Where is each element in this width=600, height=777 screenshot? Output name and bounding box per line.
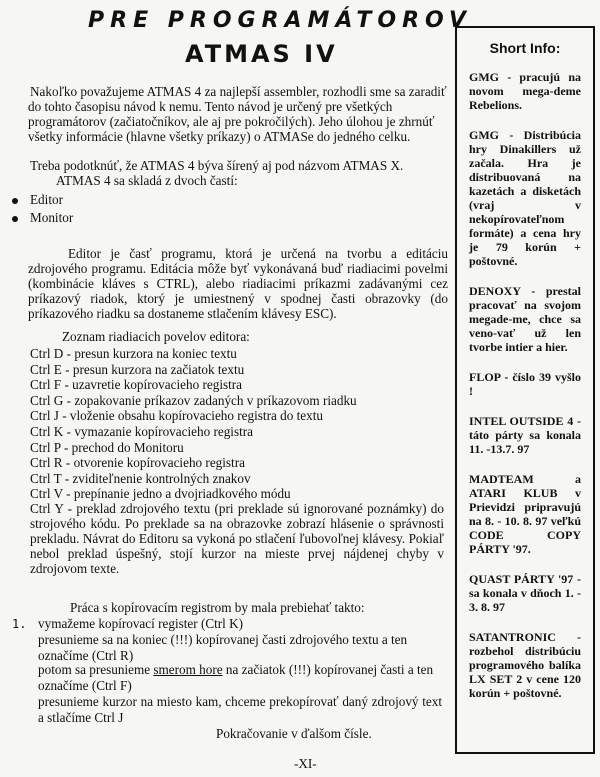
step-text: presunieme kurzor na miesto kam, chceme prekopírovať daný zdrojový text a stlačíme Ctrl J: [38, 694, 442, 725]
command-item: Ctrl G - zopakovanie príkazov zadaných v príkazovom riadku: [30, 392, 357, 408]
step-text: na začiatok (!!!) kopírovanej časti a ten označíme (Ctrl F): [38, 662, 434, 693]
sidebar-news-item: DENOXY - prestal pracovať na svojom megade-me, chce sa veno-vať už len tvorbe intier a hier.: [469, 284, 581, 354]
command-item: Ctrl P - prechod do Monitoru: [30, 439, 184, 455]
step-text: presunieme sa na koniec (!!!) kopírovanej časti zdrojového textu a ten označíme (Ctrl R): [38, 632, 408, 663]
sidebar-news-item: GMG - pracujú na novom mega-deme Rebelions.: [469, 70, 581, 112]
step-3: [12, 662, 442, 693]
step-underlined: smerom hore: [153, 662, 223, 677]
step-1: [12, 616, 442, 632]
page-title: PRE PROGRAMÁTOROV: [88, 8, 472, 33]
step-number: [12, 695, 38, 710]
command-item: Ctrl R - otvorenie kopírovacieho registra: [30, 455, 245, 471]
step-text: potom sa presunieme: [38, 662, 154, 677]
intro-parts: ATMAS 4 sa skladá z dvoch častí:: [56, 173, 238, 188]
bullet-icon: [12, 198, 18, 204]
step-2: [12, 632, 442, 663]
command-item: Ctrl T - zviditeľnenie kontrolných znakov: [30, 470, 251, 486]
copy-register-intro: Práca s kopírovacím registrom by mala prebiehať takto:: [70, 600, 365, 615]
command-item: Ctrl E - presun kurzora na začiatok textu: [30, 361, 245, 377]
sidebar-news-item: GMG - Distribúcia hry Dinakillers už začala. Hra je distribuovaná na kazetách a disketách (vraj v nekopírovateľnom formáte) a cena hry je 79 korún + poštovné.: [469, 128, 581, 268]
command-item: Ctrl F - uzavretie kopírovacieho registra: [30, 377, 243, 393]
sidebar-heading: Short Info:: [489, 40, 561, 56]
command-item: Ctrl K - vymazanie kopírovacieho registra: [30, 424, 254, 439]
sidebar-news-item: QUAST PÁRTY '97 - sa konala v dňoch 1. - 3. 8. 97: [469, 572, 581, 614]
bullet-label: Monitor: [30, 210, 74, 225]
page-number: -XI-: [294, 756, 317, 771]
step-number: [12, 633, 38, 648]
intro-note: Treba podotknúť, že ATMAS 4 býva šírený aj pod názvom ATMAS X.: [30, 158, 404, 173]
command-item: Ctrl D - presun kurzora na koniec textu: [30, 346, 237, 361]
bullet-editor: [12, 192, 63, 207]
bullet-monitor: [12, 210, 73, 225]
command-list-title: Zoznam riadiacich povelov editora:: [62, 329, 250, 344]
step-4: [12, 694, 442, 725]
sidebar-news-item: FLOP - číslo 39 vyšlo !: [469, 370, 581, 398]
command-item: Ctrl V - prepínanie jedno a dvojriadkového módu: [30, 486, 291, 502]
editor-paragraph: Editor je časť programu, ktorá je určená na tvorbu a editáciu zdrojového programu. Editácia môže byť vykonávaná buď riadiacimi povelmi (kombinácie kláves s CTRL), alebo riadiacimi príkazmi zadávanými cez príkazový riadok, ktorý je umiestnený v spodnej časti obrazovky (do príkazového riadku sa dostaneme stlačením klávesy ESC).: [28, 246, 448, 321]
sidebar-news-item: INTEL OUTSIDE 4 - táto párty sa konala 11. -13.7. 97: [469, 414, 581, 456]
short-info-sidebar: [455, 26, 595, 754]
bullet-icon: [12, 216, 18, 222]
continued-note: Pokračovanie v ďalšom čísle.: [216, 726, 372, 741]
sidebar-news-item: MADTEAM a ATARI KLUB v Prievidzi pripravujú na 8. - 10. 8. 97 veľkú CODE COPY PÁRTY '97.: [469, 472, 581, 556]
sidebar-items: [457, 70, 593, 700]
bullet-label: Editor: [30, 192, 63, 207]
article-title: ATMAS IV: [185, 40, 338, 68]
command-item: Ctrl J - vloženie obsahu kopírovacieho registra do textu: [30, 408, 323, 424]
step-number: [12, 663, 38, 678]
step-text: vymažeme kopírovací register (Ctrl K): [38, 616, 244, 631]
intro-paragraph: Nakoľko považujeme ATMAS 4 za najlepší assembler, rozhodli sme sa zaradiť do tohto časopisu návod k nemu. Tento návod je určený pre všetkých programátorov (začiatočníkov, ale aj pre pokročilých). Jeho úlohou je zhrnúť všetky informácie (hlavne všetky príkazy) o ATMASe do jedného celku.: [28, 84, 447, 144]
sidebar-news-item: SATANTRONIC - rozbehol distribúciu programového balíka LX SET 2 v cene 120 korún + poštovné.: [469, 630, 581, 700]
ctrl-y-entry: Ctrl Y - preklad zdrojového textu (pri preklade sú ignorované poznámky) do strojového kódu. Po preklade sa na obrazovke zobrazí hlásenie o správnosti prekladu. Návrat do Editoru sa vykoná po stlačení ľubovoľnej klávesy. Pokiaľ nebol preklad úspešný, stojí kurzor na mieste prvej nájdenej chyby v zdrojovom texte.: [30, 501, 444, 576]
step-number: 1.: [12, 617, 27, 631]
